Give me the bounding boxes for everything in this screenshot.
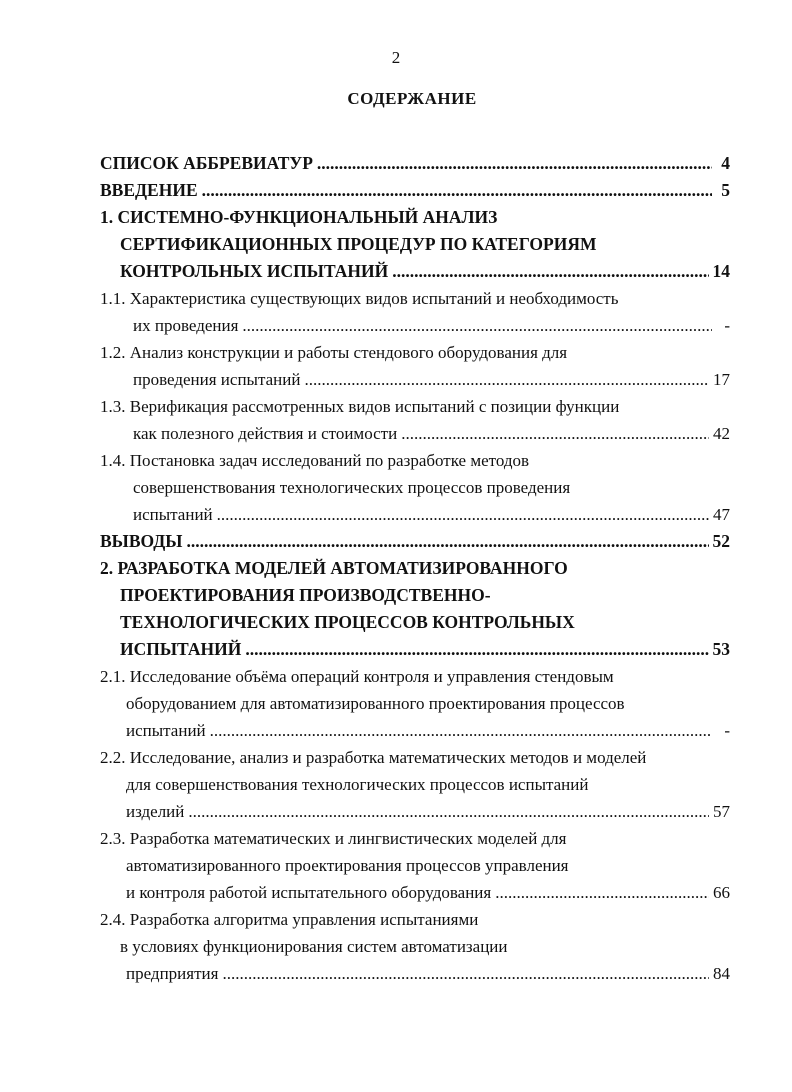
dot-leader (188, 798, 709, 825)
toc-entry-text: 2.1. Исследование объёма операций контроля и управления стендовым (100, 667, 614, 686)
toc-entry-2-2[interactable] (100, 744, 730, 825)
toc-entry-text: изделий (126, 802, 185, 821)
dot-leader (245, 636, 708, 663)
toc-entry-text: ВЫВОДЫ (100, 531, 183, 551)
toc-entry-text: как полезного действия и стоимости (133, 424, 398, 443)
toc-entry-text: 2.4. Разработка алгоритма управления испытаниями (100, 910, 479, 929)
toc-page-number: - (724, 316, 730, 335)
toc-entry-conclusions[interactable] (100, 528, 730, 555)
toc-entry-chapter-1[interactable] (100, 204, 730, 285)
toc-entry-text: их проведения (133, 316, 239, 335)
toc-page-number: 17 (713, 370, 730, 389)
toc-entry-2-3[interactable] (100, 825, 730, 906)
toc-entry-text: ТЕХНОЛОГИЧЕСКИХ ПРОЦЕССОВ КОНТРОЛЬНЫХ (120, 612, 575, 632)
toc-page-number: 52 (712, 531, 730, 551)
toc-entry-text: 1.2. Анализ конструкции и работы стендового оборудования для (100, 343, 568, 362)
dot-leader (210, 717, 712, 744)
toc-entry-text: ПРОЕКТИРОВАНИЯ ПРОИЗВОДСТВЕННО- (120, 585, 491, 605)
toc-entry-text: и контроля работой испытательного оборудования (126, 883, 492, 902)
dot-leader (317, 150, 712, 177)
toc-entry-text: испытаний (126, 721, 206, 740)
toc-entry-text: в условиях функционирования систем автоматизации (120, 937, 508, 956)
toc-page-number: 4 (721, 153, 730, 173)
dot-leader (401, 420, 709, 447)
toc-page-number: 47 (713, 505, 730, 524)
toc-entry-introduction[interactable] (100, 177, 730, 204)
toc-entry-text: совершенствования технологических процессов проведения (133, 478, 571, 497)
toc-entry-text: КОНТРОЛЬНЫХ ИСПЫТАНИЙ (120, 261, 389, 281)
page-title: СОДЕРЖАНИЕ (347, 89, 477, 108)
toc-page-number: 14 (712, 261, 730, 281)
toc-entry-text: 2.3. Разработка математических и лингвистических моделей для (100, 829, 567, 848)
dot-leader (202, 177, 712, 204)
toc-entry-text: предприятия (126, 964, 219, 983)
toc-entry-text: для совершенствования технологических процессов испытаний (126, 775, 589, 794)
toc-entry-text: 1.1. Характеристика существующих видов испытаний и необходимость (100, 289, 619, 308)
toc-entry-text: 2. РАЗРАБОТКА МОДЕЛЕЙ АВТОМАТИЗИРОВАННОГО (100, 558, 568, 578)
toc-entry-text: СПИСОК АББРЕВИАТУР (100, 153, 313, 173)
toc-entry-text: ИСПЫТАНИЙ (120, 639, 242, 659)
page-number: 2 (391, 48, 401, 67)
toc-entry-text: автоматизированного проектирования процессов управления (126, 856, 569, 875)
dot-leader (217, 501, 709, 528)
toc-page-number: - (724, 721, 730, 740)
toc-entry-2-4[interactable] (100, 906, 730, 987)
toc-entry-1-1[interactable] (100, 285, 730, 339)
toc-entry-text: ВВЕДЕНИЕ (100, 180, 198, 200)
toc-page-number: 5 (721, 180, 730, 200)
toc-page-number: 84 (713, 964, 730, 983)
toc-entry-text: 1.3. Верификация рассмотренных видов испытаний с позиции функции (100, 397, 620, 416)
toc-entry-2-1[interactable] (100, 663, 730, 744)
toc-entry-text: испытаний (133, 505, 213, 524)
toc-entry-text: 2.2. Исследование, анализ и разработка математических методов и моделей (100, 748, 647, 767)
toc-entry-text: проведения испытаний (133, 370, 301, 389)
toc-page-number: 53 (712, 639, 730, 659)
toc-entry-1-3[interactable] (100, 393, 730, 447)
toc-page-number: 42 (713, 424, 730, 443)
toc-entry-text: СЕРТИФИКАЦИОННЫХ ПРОЦЕДУР ПО КАТЕГОРИЯМ (120, 234, 597, 254)
toc-entry-1-2[interactable] (100, 339, 730, 393)
dot-leader (242, 312, 712, 339)
dot-leader (304, 366, 709, 393)
toc-entry-text: оборудованием для автоматизированного проектирования процессов (126, 694, 625, 713)
toc-entry-1-4[interactable] (100, 447, 730, 528)
table-of-contents (100, 150, 730, 987)
toc-entry-abbreviations[interactable] (100, 150, 730, 177)
toc-page-number: 57 (713, 802, 730, 821)
dot-leader (495, 879, 709, 906)
toc-page-number: 66 (713, 883, 730, 902)
toc-entry-text: 1.4. Постановка задач исследований по разработке методов (100, 451, 530, 470)
dot-leader (392, 258, 708, 285)
dot-leader (187, 528, 709, 555)
toc-entry-chapter-2[interactable] (100, 555, 730, 663)
dot-leader (222, 960, 709, 987)
toc-entry-text: 1. СИСТЕМНО-ФУНКЦИОНАЛЬНЫЙ АНАЛИЗ (100, 207, 498, 227)
